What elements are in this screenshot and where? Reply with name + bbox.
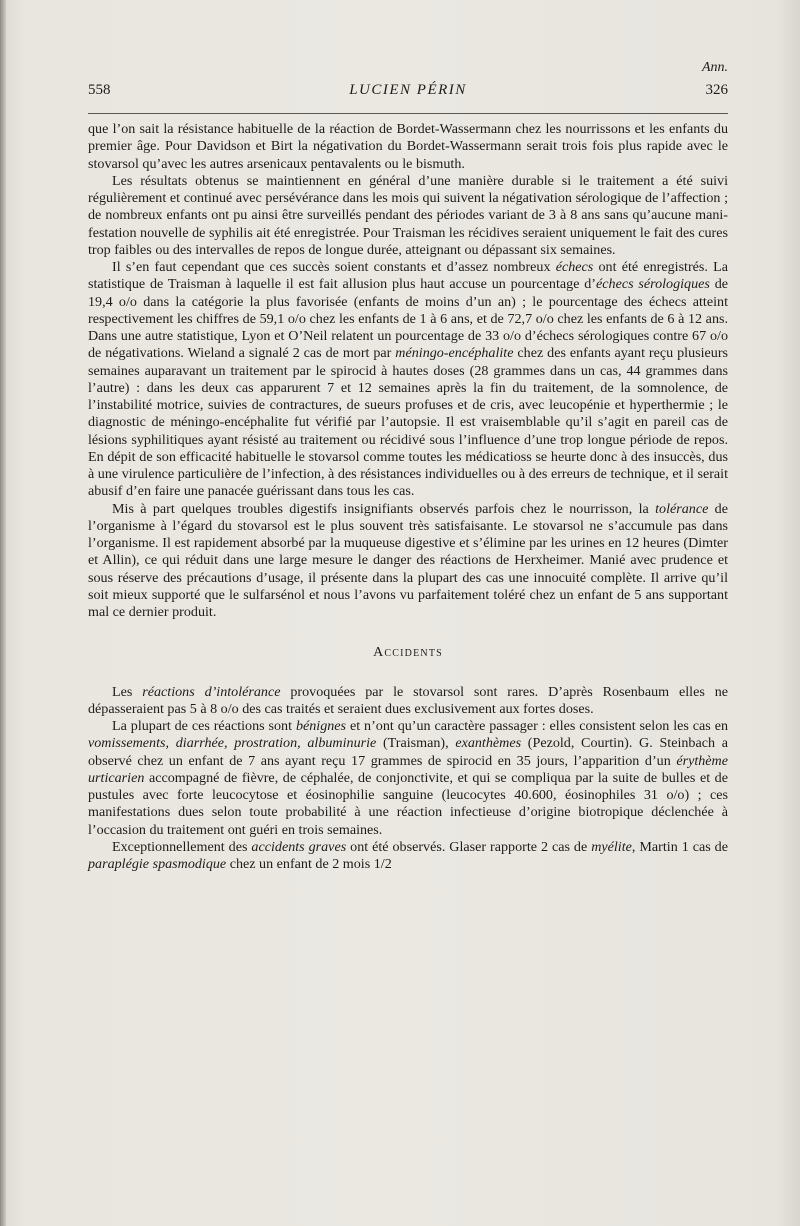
italic-span: échecs sérologiques bbox=[596, 276, 710, 293]
paragraph-p6 bbox=[88, 718, 728, 839]
text-span: de 19,4 o/o dans la catégorie la plus favorisée (enfants de moins d’un an) ; le pourcentage des échecs atteint respectivement les chiffres de 59,1 o/o chez les enfants de 1 à 6 ans, et de 72,7 o/o chez les enfants de 6 à 12 ans. Dans une autre statistique, Lyon et O’Neil relatent un pourcentage de 33 o/o d’échecs sérologiques contre 67 o/o de négativations. Wieland a signalé 2 cas de mort par bbox=[88, 276, 729, 362]
text-span: Mis à part quelques troubles digestifs insignifiants observés parfois chez le nourrisson, la bbox=[112, 500, 656, 517]
italic-span: paraplégie spasmodique bbox=[88, 856, 227, 872]
italic-span: accidents graves bbox=[251, 838, 347, 855]
text-span: chez des enfants ayant reçu plusieurs semaines auparavant un traitement par le spirocid à hautes doses (28 grammes dans un cas, 44 grammes dans l’autre) : dans les deux cas apparurent 7 et 12 semaines après la fin du traitement, de la somnolence, de l’instabilité motrice, suivies de contractures, de sueurs profuses et de cris, avec leucopénie et hyperthermie ; le diagnostic de méningo-encéphalite fut vérifié par l’autopsie. Il est vraisemblable qu’il s’agit en pareil cas de lésions syphilitiques ayant résisté au traitement ou récidivé sous l’influence d’une trop longue période de repos. En dépit de son efficacité habituelle le stovarsol comme toutes les médicatioss se heurte donc à des insuccès, dus à une virulence particulière de l’infection, à des résistances individuelles ou à des erreurs de technique, et il serait abusif d’en faire une panacée guérissant dans tous les cas. bbox=[88, 345, 728, 500]
italic-span: vomissements, diarrhée, prostration, albuminurie bbox=[88, 735, 377, 752]
text-span: (Traisman), bbox=[376, 735, 456, 752]
paragraph-p1 bbox=[88, 121, 728, 173]
text-span: (Pezold, Courtin). G. Steinbach a observé chez un enfant de 7 ans ayant reçu 17 grammes de spirocid en 35 jours, l’apparition d’un bbox=[88, 735, 728, 769]
body-text bbox=[88, 121, 728, 873]
text-span: , Martin 1 cas de bbox=[631, 838, 728, 855]
paragraph-p3 bbox=[88, 259, 728, 501]
text-span: que l’on sait la résistance habituelle de la réaction de Bordet-Wassermann chez les nourrissons et les enfants du premier âge. Pour Davidson et Birt la négativation du Bordet-Wassermann serait trois fois plus rapide avec le stovarsol qu’avec les autres arsenicaux pentavalents ou le bismuth. bbox=[88, 121, 728, 172]
running-head: LUCIEN PÉRIN bbox=[349, 82, 467, 98]
folio-annotation: 326 bbox=[705, 82, 728, 98]
page-header bbox=[88, 60, 728, 110]
italic-span: réactions d’intolérance bbox=[142, 683, 281, 700]
text-span: ont été observés. Glaser rapporte 2 cas de bbox=[346, 838, 592, 855]
paragraph-p2 bbox=[88, 173, 728, 259]
text-span: Les résultats obtenus se maintiennent en général d’une manière durable si le traitement a été suivi régulièrement et continué avec persévérance dans les mois qui suivent la négativation sérologique de l’affection ; de nombreux enfants ont pu ainsi être surveillés pendant des périodes variant de 3 à 8 ans sans qu’aucune manifestation nouvelle de syphilis ait été enregistrée. Pour Traisman les récidives seraient uniquement le fait des cures trop faibles ou des intervalles de repos de longue durée, atteignant ou dépassant six semaines. bbox=[88, 172, 728, 258]
italic-span: tolérance bbox=[655, 500, 709, 517]
paragraph-block bbox=[88, 684, 728, 874]
text-span: provoquées par le stovarsol sont rares. D’après Rosenbaum elles ne dépasseraient pas 5 à 8 o/o des cas traités et seraient dues exclusivement aux fortes doses. bbox=[88, 683, 728, 717]
page-number: 558 bbox=[88, 82, 111, 98]
text-span: chez un enfant de 2 mois 1/2 bbox=[226, 856, 392, 872]
margin-annotation: Ann. bbox=[701, 60, 728, 75]
text-span: Les bbox=[112, 683, 143, 700]
text-span: Exceptionnellement des bbox=[112, 838, 252, 855]
italic-span: exanthèmes bbox=[455, 735, 522, 752]
header-rule bbox=[88, 113, 728, 114]
italic-span: bénignes bbox=[295, 718, 347, 734]
paragraph-p7 bbox=[88, 839, 728, 874]
text-span: de l’organisme à l’égard du stovarsol est le plus souvent très satisfaisante. Le stovarsol ne s’accumule pas dans l’organisme. Il est rapidement absorbé par la muqueuse digestive et s’élimine par les urines en 12 heures (Dimter et Allin), ce qui réduit dans une large mesure le danger des réactions de Herxheimer. Manié avec prudence et sous réserve des précautions d’usage, il présente dans la plupart des cas une innocuité complète. Il arrive qu’il soit mieux supporté que le sulfarsénol et nous l’avons vu parfaitement toléré chez un enfant de 5 ans supportant mal ce dernier produit. bbox=[88, 500, 728, 620]
text-span: Il s’en faut cependant que ces succès soient constants et d’assez nombreux bbox=[112, 259, 556, 275]
italic-span: échecs bbox=[555, 259, 594, 275]
text-span: accompagné de fièvre, de céphalée, de conjonctivite, et qui se compliqua par la suite de bulles et de pustules avec forte leucocytose et éosinophilie sanguine (leucocytes 40.600, éosinophiles 31 o/o) ; ces manifestations dues selon toute probabilité à une réaction infectieuse d’origine biotropique déclenchée à l’occasion du traitement ont guéri en trois semaines. bbox=[88, 769, 728, 838]
text-span: ont été enregistrés. La statistique de Traisman à laquelle il est fait allusion plus haut accuse un pourcentage d’ bbox=[88, 259, 729, 293]
text-span: et n’ont qu’un caractère passager : elles consistent selon les cas en bbox=[346, 718, 728, 734]
paragraph-p5 bbox=[88, 684, 728, 719]
italic-span: érythème urticarien bbox=[88, 752, 728, 786]
paragraph-p4 bbox=[88, 501, 728, 622]
page-binding-edge bbox=[0, 0, 6, 1226]
italic-span: myélite bbox=[591, 838, 632, 855]
italic-span: méningo-encéphalite bbox=[395, 345, 514, 362]
paragraph-block bbox=[88, 121, 728, 621]
text-span: La plupart de ces réactions sont bbox=[112, 718, 296, 734]
section-title: Accidents bbox=[373, 645, 443, 661]
